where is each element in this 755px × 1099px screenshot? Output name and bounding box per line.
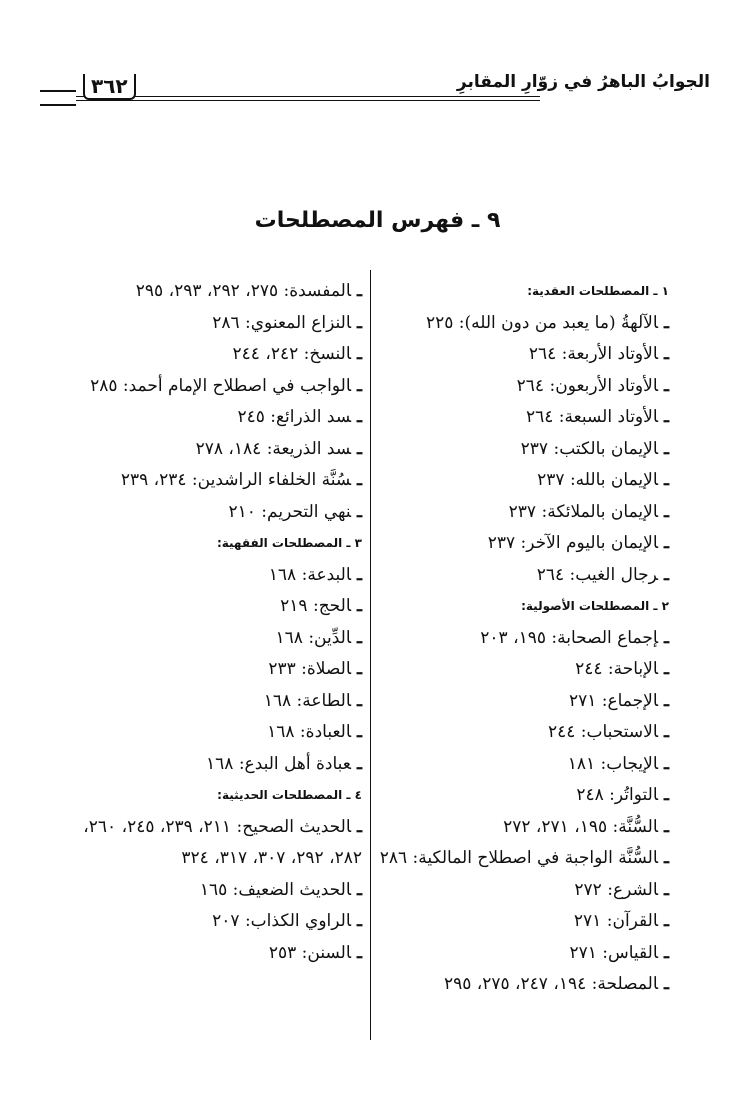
entry-text: الآلهةُ (ما يعبد من دون الله): ٢٢٥ [425, 312, 659, 333]
index-entry [369, 686, 669, 718]
entry-dash: ـ [357, 596, 362, 616]
index-entry [369, 623, 669, 655]
entry-text: العبادة: ١٦٨ [267, 722, 352, 742]
entry-text: سُنَّة الخلفاء الراشدين: ٢٣٤، ٢٣٩ [120, 470, 352, 490]
index-entry [369, 339, 669, 371]
index-entry [54, 717, 362, 749]
entry-text: سد الذرائع: ٢٤٥ [237, 407, 352, 427]
entry-text: الراوي الكذاب: ٢٠٧ [212, 911, 352, 931]
index-entry [54, 623, 362, 655]
entry-dash: ـ [664, 438, 669, 459]
entry-dash: ـ [357, 911, 362, 931]
entry-dash: ـ [664, 911, 669, 931]
entry-dash: ـ [357, 942, 362, 963]
index-entry [54, 465, 362, 497]
entry-dash: ـ [357, 722, 362, 742]
index-entry [369, 969, 669, 1001]
index-entry [54, 402, 362, 434]
entry-dash: ـ [357, 344, 362, 364]
entry-text: سد الذريعة: ١٨٤، ٢٧٨ [195, 438, 352, 459]
entry-dash: ـ [357, 753, 362, 774]
section-heading: ٤ ـ المصطلحات الحديثية: [217, 788, 362, 802]
entry-dash: ـ [357, 312, 362, 333]
entry-text: السنن: ٢٥٣ [268, 942, 352, 963]
term-list [54, 276, 362, 528]
index-entry [54, 654, 362, 686]
index-entry [369, 434, 669, 466]
section-heading: ١ ـ المصطلحات العقدية: [527, 284, 669, 298]
entry-text: السُّنَّة الواجبة في اصطلاح المالكية: ٢٨٦ [379, 848, 659, 868]
index-entry [369, 308, 669, 340]
index-entry [369, 371, 669, 403]
page-number: ٣٦٢ [83, 74, 136, 100]
entry-dash: ـ [357, 564, 362, 585]
index-entry [54, 339, 362, 371]
entry-text: الواجب في اصطلاح الإمام أحمد: ٢٨٥ [90, 375, 352, 396]
index-entry [54, 497, 362, 529]
index-entry [369, 875, 669, 907]
entry-dash: ـ [664, 848, 669, 868]
entry-dash: ـ [357, 470, 362, 490]
entry-text: الحديث الصحيح: ٢١١، ٢٣٩، ٢٤٥، ٢٦٠، ٢٨٢، ٢٩٢، ٣٠٧، ٣١٧، ٣٢٤ [83, 816, 362, 868]
entry-text: الإجماع: ٢٧١ [568, 690, 659, 711]
entry-dash: ـ [664, 879, 669, 900]
index-entry [369, 812, 669, 844]
entry-dash: ـ [357, 375, 362, 396]
header-rule [40, 100, 540, 101]
index-entry [54, 434, 362, 466]
entry-text: النزاع المعنوي: ٢٨٦ [212, 312, 352, 333]
index-entry [369, 465, 669, 497]
index-entry [369, 938, 669, 970]
entry-text: الدِّين: ١٦٨ [275, 627, 352, 648]
entry-dash: ـ [664, 407, 669, 427]
entry-dash: ـ [664, 312, 669, 333]
term-list [369, 308, 669, 592]
entry-text: الإيمان بالله: ٢٣٧ [537, 470, 659, 490]
entry-text: الإيمان باليوم الآخر: ٢٣٧ [487, 533, 659, 553]
entry-dash: ـ [664, 722, 669, 742]
entry-text: المصلحة: ١٩٤، ٢٤٧، ٢٧٥، ٢٩٥ [443, 974, 659, 994]
entry-text: الحج: ٢١٩ [280, 596, 352, 616]
entry-text: الإيمان بالكتب: ٢٣٧ [520, 438, 659, 459]
entry-text: نهي التحريم: ٢١٠ [228, 501, 352, 522]
entry-text: الإيجاب: ١٨١ [567, 753, 659, 774]
index-entry [369, 780, 669, 812]
entry-dash: ـ [357, 690, 362, 711]
entry-dash: ـ [664, 627, 669, 648]
entry-text: الطاعة: ١٦٨ [263, 690, 352, 711]
term-list [54, 560, 362, 781]
entry-dash: ـ [664, 753, 669, 774]
entry-text: الحديث الضعيف: ١٦٥ [199, 879, 352, 900]
entry-dash: ـ [664, 375, 669, 396]
header-ornament [40, 90, 76, 106]
entry-dash: ـ [357, 407, 362, 427]
index-entry [54, 749, 362, 781]
entry-text: التواتُر: ٢٤٨ [576, 785, 659, 805]
index-entry [369, 497, 669, 529]
right-column [369, 276, 669, 1001]
entry-dash: ـ [664, 974, 669, 994]
index-entry [54, 875, 362, 907]
term-list [369, 623, 669, 1001]
entry-dash: ـ [664, 690, 669, 711]
entry-text: رجال الغيب: ٢٦٤ [536, 564, 659, 585]
entry-dash: ـ [664, 470, 669, 490]
entry-text: الاستحباب: ٢٤٤ [547, 722, 659, 742]
entry-dash: ـ [357, 501, 362, 522]
index-entry [54, 308, 362, 340]
index-entry [54, 276, 362, 308]
entry-text: عبادة أهل البدع: ١٦٨ [206, 753, 352, 774]
entry-dash: ـ [664, 564, 669, 585]
entry-dash: ـ [664, 344, 669, 364]
entry-text: القياس: ٢٧١ [569, 942, 659, 963]
index-entry [369, 843, 669, 875]
entry-dash: ـ [357, 659, 362, 679]
entry-text: الإباحة: ٢٤٤ [575, 659, 659, 679]
entry-dash: ـ [357, 627, 362, 648]
section-heading: ٢ ـ المصطلحات الأصولية: [521, 599, 669, 613]
entry-dash: ـ [357, 879, 362, 900]
entry-text: الأوتاد السبعة: ٢٦٤ [525, 407, 659, 427]
entry-dash: ـ [664, 785, 669, 805]
entry-dash: ـ [664, 816, 669, 837]
entry-dash: ـ [357, 816, 362, 837]
page-title: ٩ ـ فهرس المصطلحات [254, 208, 501, 233]
entry-dash: ـ [357, 281, 362, 301]
entry-text: الإيمان بالملائكة: ٢٣٧ [508, 501, 659, 522]
section-heading: ٣ ـ المصطلحات الفقهية: [216, 536, 362, 550]
index-entry [54, 906, 362, 938]
entry-text: الشرع: ٢٧٢ [574, 879, 659, 900]
term-list [54, 812, 362, 970]
book-title: الجوابُ الباهرُ في زوّارِ المقابرِ [456, 72, 710, 92]
index-entry [54, 812, 362, 875]
entry-text: الأوتاد الأربعون: ٢٦٤ [516, 375, 659, 396]
entry-text: السُّنَّة: ١٩٥، ٢٧١، ٢٧٢ [503, 816, 659, 837]
index-entry [54, 560, 362, 592]
left-column [54, 276, 362, 969]
entry-dash: ـ [357, 438, 362, 459]
entry-text: المفسدة: ٢٧٥، ٢٩٢، ٢٩٣، ٢٩٥ [135, 281, 352, 301]
index-entry [369, 528, 669, 560]
index-entry [54, 591, 362, 623]
index-entry [54, 371, 362, 403]
entry-dash: ـ [664, 533, 669, 553]
index-entry [369, 749, 669, 781]
entry-text: الصلاة: ٢٣٣ [268, 659, 352, 679]
entry-text: الأوتاد الأربعة: ٢٦٤ [528, 344, 659, 364]
index-entry [369, 906, 669, 938]
index-entry [369, 560, 669, 592]
running-header [40, 70, 710, 110]
entry-text: إجماع الصحابة: ١٩٥، ٢٠٣ [480, 627, 659, 648]
entry-text: النسخ: ٢٤٢، ٢٤٤ [232, 344, 352, 364]
entry-dash: ـ [664, 659, 669, 679]
index-entry [369, 717, 669, 749]
entry-dash: ـ [664, 942, 669, 963]
index-entry [369, 402, 669, 434]
index-entry [54, 686, 362, 718]
entry-text: القرآن: ٢٧١ [573, 911, 659, 931]
index-entry [369, 654, 669, 686]
entry-dash: ـ [664, 501, 669, 522]
index-entry [54, 938, 362, 970]
entry-text: البدعة: ١٦٨ [268, 564, 352, 585]
